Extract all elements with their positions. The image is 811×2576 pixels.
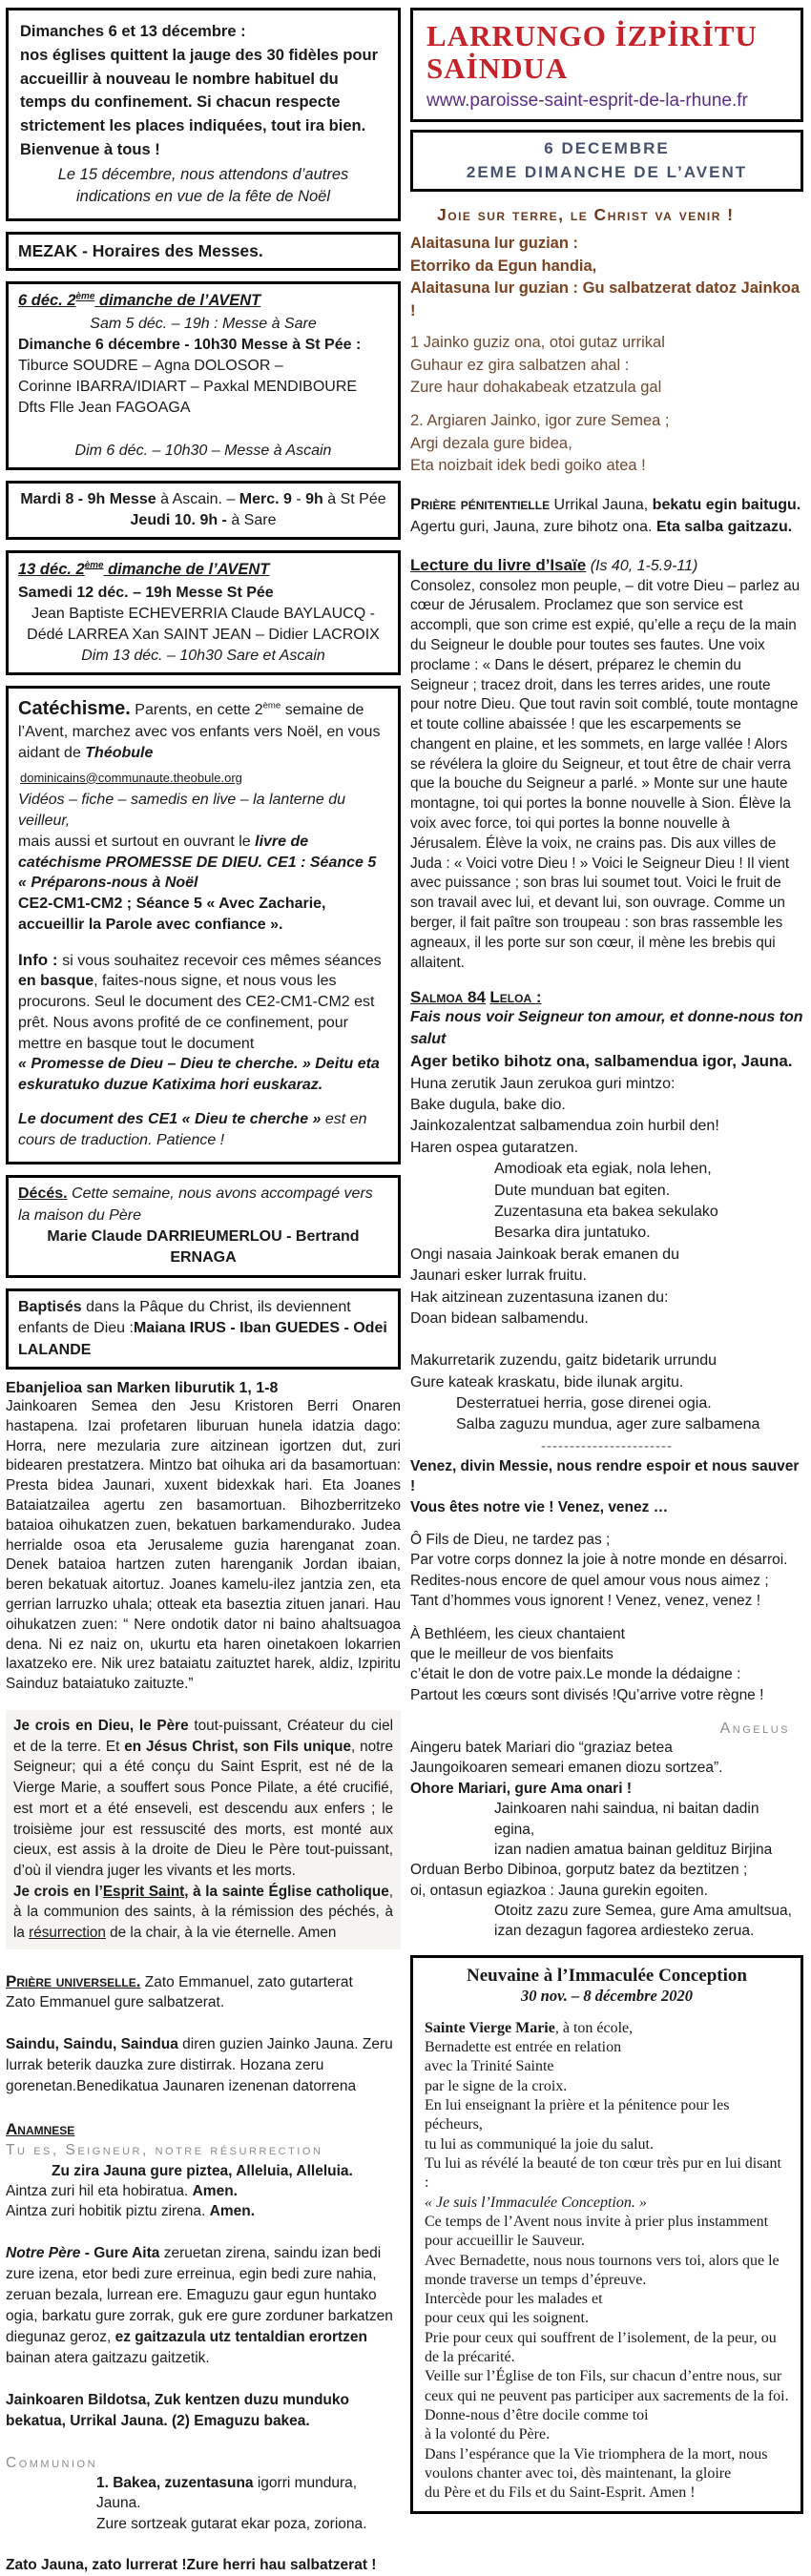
anamnesis-heading: Anamnese — [6, 2119, 75, 2138]
weekday-masses-box — [6, 481, 401, 540]
communion-block — [6, 2453, 401, 2535]
angelus-part-3: Orduan Berbo Dibinoa, gorputz batez da beztitzen ; oi, ontasun egiazkoa : Jauna gurekin egoiten. — [410, 1862, 748, 1899]
angelus-part-4: Otoitz zazu zure Semea, gure Ama amultsua, izan dezagun fagorea ardiesteko zerua. — [494, 1903, 792, 1940]
catechism-box — [6, 686, 401, 1164]
anamnesis-line-1: Aintza zuri hil eta hobiratua. Amen. — [6, 2182, 238, 2199]
schedule-dec6-saturday: Sam 5 déc. – 19h : Messe à Sare — [90, 316, 317, 333]
joy-heading: Joie sur terre, le Christ va venir ! — [437, 205, 735, 225]
date-line-1: 6 DECEMBRE — [544, 139, 670, 158]
schedule-dec6-heading: 6 déc. 2ème dimanche de l’AVENT — [18, 291, 261, 310]
right-column — [410, 8, 803, 2576]
psalm-stanza-2: Amodioak eta egiak, nola lehen, Dute munduan bat egiten. Zuzentasuna eta bakea sekulako Besarka dira juntatuko. — [494, 1161, 718, 1242]
novena-body: Sainte Vierge Marie, à ton école, Bernadette est entrée en relation avec la Trinité Sainte par le signe de la croix. En lui enseignant la prière et la pénitence pour les pécheurs, tu lui as communiqué la joie du salut. Tu lui as révélé la beauté de ton cœur très pur en lui disant : « Je suis l’Immaculée Conception. » Ce temps de l’Avent nous invite à prier plus instamment pour accueillir le Sauveur. Avec Bernadette, nous nous tournons vers toi, alors que le monde traverse un temps d’épreuve. Intercède pour les malades et pour ceux qui les soignent. Prie pour ceux qui souffrent de l’isolement, de la peur, ou de la précarité. Veille sur l’Église de ton Fils, sur chacun d’entre nous, sur ceux qui ne peuvent pas participer aux sacrements de la foi. Donne-nous d’être docile comme toi à la volonté du Père. Dans l’espérance que la Vie triomphera de la mort, nous voulons chanter avec toi, dès maintenant, la gloire du Père et du Fils et du Saint-Esprit. Amen ! — [425, 2019, 789, 2502]
angelus-part-1: Aingeru batek Mariari dio “graziaz betea Jaungoikoaren semeari emanen diozu sortzea”. Ohore Mariari, gure Ama onari ! — [410, 1740, 723, 1797]
intercessions-part-2: Desterratuei herria, gose direnei ogia. Salba zaguzu mundua, ager zure salbamena — [456, 1395, 760, 1433]
angelus-part-2: Jainkoaren nahi saindua, ni baitan dadin egina, izan nadien amatua bainan geldituz Birjina — [494, 1801, 773, 1858]
universal-prayer: Prière universelle. Zato Emmanuel, zato gutarterat Zato Emmanuel gure salbatzerat. — [6, 1971, 353, 2011]
sanctus-block: Saindu, Saindu, Saindua diren guzien Jainko Jauna. Zeru lurrak beterik dauzka zure distirrak. Hozana zeru gorenetan.Benedikatua Jaunaren izenenan datorrena — [6, 2035, 393, 2094]
our-father-block: Notre Père - Gure Aita zeruetan zirena, saindu izan bedi zure izena, etor bedi zure erreinua, egin bedi zure nahia, zeruan bezala, lurrean ere. Emaguzu gaur egun huntako ogia, barkatu gure zorrak, guk ere gure zorduner barkatzen diegunaz geroz, ez gaitzazula utz tentaldian erortzen bainan atera gaitzazu gaitzetik. — [6, 2244, 393, 2366]
schedule-dec13-names-2: Dédé LARREA Xan SAINT JEAN – Didier LACROIX — [27, 626, 380, 643]
parish-logo-text: LARRUNGO İZPİRİTU SAİNDUA — [426, 19, 758, 86]
communion-line-2: Zure sortzeak gutarat ekar poza, zoriona. — [96, 2515, 367, 2532]
date-header-box — [410, 130, 803, 192]
schedule-dec13-sunday: Dim 13 déc. – 10h30 Sare et Ascain — [81, 647, 325, 664]
notice-box — [6, 8, 401, 221]
psalm-stanza-3: Ongi nasaia Jainkoak berak emanen du Jaunari esker lurrak fruitu. Hak aitzinean zuzentasuna izanen du: Doan bidean salbamendu. — [410, 1246, 679, 1327]
schedule-dec6-names-3: Dfts Flle Jean FAGOAGA — [18, 400, 191, 417]
schedule-dec6-names-1: Tiburce SOUDRE – Agna DOLOSOR – — [18, 358, 283, 375]
novena-dates: 30 nov. – 8 décembre 2020 — [521, 1986, 693, 2005]
parish-website-link[interactable]: www.paroisse-saint-esprit-de-la-rhune.fr — [426, 91, 748, 112]
isaiah-reading-heading: Lecture du livre d’Isaïe (Is 40, 1-5.9-11) — [410, 555, 698, 574]
anamnesis-block — [6, 2118, 401, 2222]
notice-note: Le 15 décembre, nous attendons d’autres indications en vue de la fête de Noël — [57, 165, 349, 206]
anamnesis-refrain-fr: Tu es, Seigneur, notre résurrection — [6, 2142, 323, 2159]
psalm-refrain: Fais nous voir Seigneur ton amour, et donne-nous ton salut Ager betiko bihotz ona, salbamendua igor, Jauna. — [410, 1009, 803, 1071]
hymn-bethleem: À Bethléem, les cieux chantaient que le meilleur de vos bienfaits c’était le don de votre paix.Le monde la dédaigne : Partout les cœurs sont divisés !Qu’arrive votre règne ! — [410, 1625, 764, 1703]
novena-box — [410, 1955, 803, 2514]
entrance-hymn-verse-1: 1 Jainko guziz ona, otoi gutaz urrikal Guhaur ez gira salbatzen ahal : Zure haur dohakabeak etzatzula gal — [410, 334, 665, 396]
schedule-dec13-heading: 13 déc. 2ème dimanche de l’AVENT — [18, 560, 270, 578]
catechism-translation-note: Le document des CE1 « Dieu te cherche » est en cours de traduction. Patience ! — [18, 1110, 367, 1148]
deaths-text: Décés. Cette semaine, nous avons accompagé vers la maison du Père — [18, 1185, 373, 1224]
novena-title: Neuvaine à l’Immaculée Conception — [467, 1965, 747, 1986]
weekday-masses-lines: Mardi 8 - 9h Messe à Ascain. – Merc. 9 - 9h à St Pée Jeudi 10. 9h - à Sare — [20, 490, 386, 528]
baptisms-text: Baptisés dans la Pâque du Christ, ils deviennent enfants de Dieu :Maiana IRUS - Iban GUEDES - Odei LALANDE — [18, 1298, 387, 1358]
schedule-dec13-names-1: Jean Baptiste ECHEVERRIA Claude BAYLAUCQ - — [31, 605, 375, 622]
catechism-info: Info : si vous souhaitez recevoir ces mêmes séances en basque, faites-nous signe, et nous vous les procurons. Seul le document des CE2-CM1-CM2 est prêt. Nous avons profité de ce confinement, pour mettre en basque tout le document « Promesse de Dieu – Dieu te cherche. » Deitu eta eskuratuko duzue Katixima hori euskaraz. — [18, 950, 382, 1093]
left-column — [6, 8, 401, 2576]
schedule-dec6-names-2: Corinne IBARRA/IDIART – Paxkal MENDIBOURE — [18, 379, 358, 396]
credo-block: Je crois en Dieu, le Père tout-puissant, Créateur du ciel et de la terre. Et en Jésus Christ, son Fils unique, notre Seigneur; qui a été conçu du Saint Esprit, est né de la Vierge Marie, a souffert sous Ponce Pilate, a été crucifié, est mort et a été enseveli, est descendu aux enfers ; le troisième jour est ressuscité des morts, est monté aux cieux, est assis à la droite de Dieu le Père tout-puissant, d’où il viendra juger les vivants et les morts. Je crois en l’Esprit Saint, à la sainte Église catholique, à la communion des saints, à la rémission des péchés, à la résurrection de la chair, à la vie éternelle. Amen — [6, 1710, 401, 1949]
schedule-box-dec6 — [6, 281, 401, 469]
mass-hours-header-box — [6, 232, 401, 271]
separator-dashes: ----------------------- — [541, 1437, 673, 1454]
anamnesis-line-2: Aintza zuri hobitik piztu zirena. Amen. — [6, 2203, 256, 2220]
isaiah-reading-body: Consolez, consolez mon peuple, – dit votre Dieu – parlez au cœur de Jérusalem. Proclamez que son service est accompli, que son crime est expié, qu’elle a reçu de la main du Seigneur le double pour toutes ses fautes. Une voix proclame : « Dans le désert, préparez le chemin du Seigneur ; tracez droit, dans les terres arides, une route pour notre Dieu. Que tout ravin soit comblé, toute montagne et toute colline abaissée ! que les escarpements se changent en plaine, et les sommets, en large vallée ! Alors se révélera la gloire du Seigneur, et tout être de chair verra que la bouche du Seigneur a parlé. » Monte sur une haute montagne, toi qui portes la bonne nouvelle à Sion. Élève la voix avec force, toi qui portes la bonne nouvelle à Jérusalem. Élève la voix, ne crains pas. Dis aux villes de Juda : « Voici votre Dieu ! » Voici le Seigneur Dieu ! Il vient avec puissance ; son bras lui soumet tout. Voici le fruit de son travail avec lui, et devant lui, son ouvrage. Comme un berger, il fait paître son troupeau : son bras rassemble les agneaux, il les porte sur son cœur, il mène les brebis qui allaitent. — [410, 577, 801, 971]
hymn-o-fils: Ô Fils de Dieu, ne tardez pas ; Par votre corps donnez la joie à notre monde en désarroi. Redites-nous encore de quel amour vous nous aimez ; Tant d’hommes vous ignorent ! Venez, venez, venez ! — [410, 1532, 788, 1610]
catechism-email[interactable]: dominicains@communaute.theobule.org — [20, 770, 242, 785]
date-line-2: 2EME DIMANCHE DE L’AVENT — [466, 162, 748, 181]
notice-text: Dimanches 6 et 13 décembre : nos églises quittent la jauge des 30 fidèles pour accueillir à nouveau le nombre habituel du temps du confinement. Si chacun respecte strictement les places indiquées, tout ira bien. Bienvenue à tous ! — [20, 23, 379, 158]
schedule-box-dec13 — [6, 550, 401, 675]
schedule-dec6-ascain: Dim 6 déc. – 10h30 – Messe à Ascain — [74, 442, 332, 459]
psalm-heading: Salmoa 84 Leloa : — [410, 988, 542, 1007]
venez-messie-refrain: Venez, divin Messie, nous rendre espoir et nous sauver ! Vous êtes notre vie ! Venez, venez … — [410, 1457, 800, 1515]
entrance-hymn-verse-2: 2. Argiaren Jainko, igor zure Semea ; Argi dezala gure bidea, Eta noizbait idek bedi goiko atea ! — [410, 412, 670, 475]
penitential-prayer: Prière pénitentielle Urrikal Jauna, bekatu egin baitugu. Agertu guri, Jauna, zure bihotz ona. Eta salba gaitzazu. — [410, 494, 801, 536]
deaths-box — [6, 1175, 401, 1278]
deaths-names: Marie Claude DARRIEUMERLOU - Bertrand ERNAGA — [47, 1228, 360, 1267]
gospel-body: Jainkoaren Semea den Jesu Kristoren Berri Onaren hastapena. Izai profetaren liburuan hunela idatzia dago: Horra, nere mezularia zure aitzinean igortzen dut, zuri bidearen prestatzera. Mintzo bat oihuka ari da basamortuan: Presta bidea Jaunari, xuxent bidexkak hari. Eta Joanes Bataiatzailea agertu zen basamortuan. Bihozberritzeko bataioa oihukatzen zuen, bekatuen barkamendurako. Judea herrialde osoa eta Jerusaleme guzia harenganat zoan. Denek bataioa hartzen zuten harenganik Jordan ibaian, beren bekatuak aitortuz. Joanes kamelu-ilez jantzia zen, eta gerrian larruzko uhala; otteak eta baseztia zituen janari. Hau oihukatzen zuen: “ Nere ondotik dator ni baino ahaltsuagoa dena. Ni ez naiz on, ukurtu eta haren oinetakoen lokarrien laxatzeko ere. Nik urez bataiatu zaituztet harek, aldiz, Izpiritu Sainduz bataiatuko zaituzte.” — [6, 1397, 401, 1693]
communion-line-1: 1. Bakea, zuzentasuna igorri mundura, Jauna. — [96, 2475, 358, 2512]
schedule-dec6-sunday-title: Dimanche 6 décembre - 10h30 Messe à St Pée : — [18, 337, 362, 354]
agnus-dei-block: Jainkoaren Bildotsa, Zuk kentzen duzu munduko bekatua, Urrikal Jauna. (2) Emaguzu bakea. — [6, 2391, 349, 2429]
catechism-intro: Catéchisme. Parents, en cette 2ème semaine de l’Avent, marchez avec vos enfants vers Noël, en vous aidant de Théobule — [18, 697, 381, 761]
psalm-stanza-1: Huna zerutik Jaun zerukoa guri mintzo: Bake dugula, bake dio. Jainkozalentzat salbamendua zoin hurbil den! Haren ospea gutaratzen. — [410, 1075, 719, 1156]
baptisms-box — [6, 1288, 401, 1370]
angelus-heading: Angelus — [719, 1721, 790, 1737]
gospel-heading: Ebanjelioa san Marken liburutik 1, 1-8 — [6, 1379, 279, 1396]
mass-hours-title: MEZAK - Horaires des Messes. — [18, 241, 263, 261]
catechism-resources: Vidéos – fiche – samedis en live – la lanterne du veilleur, mais aussi et surtout en ouvrant le livre de catéchisme PROMESSE DE DIEU. CE1 : Séance 5 « Préparons-nous à Noël CE2-CM1-CM2 ; Séance 5 « Avec Zacharie, accueillir la Parole avec confiance ». — [18, 792, 377, 933]
anamnesis-refrain-eu: Zu zira Jauna gure piztea, Alleluia, Alleluia. — [52, 2162, 353, 2179]
intercessions-part-1: Makurretarik zuzendu, gaitz bidetarik urrundu Gure kateak kraskatu, bide ilunak argitu. — [410, 1352, 717, 1391]
schedule-dec13-saturday: Samedi 12 déc. – 19h Messe St Pée — [18, 584, 274, 601]
closing-line: Zato Jauna, zato lurrerat !Zure herri hau salbatzerat ! — [6, 2557, 377, 2574]
communion-heading: Communion — [6, 2454, 98, 2471]
parish-logo-box — [410, 8, 803, 122]
entrance-hymn-refrain: Alaitasuna lur guzian : Etorriko da Egun handia, Alaitasuna lur guzian : Gu salbatzerat datoz Jainkoa ! — [410, 235, 801, 319]
